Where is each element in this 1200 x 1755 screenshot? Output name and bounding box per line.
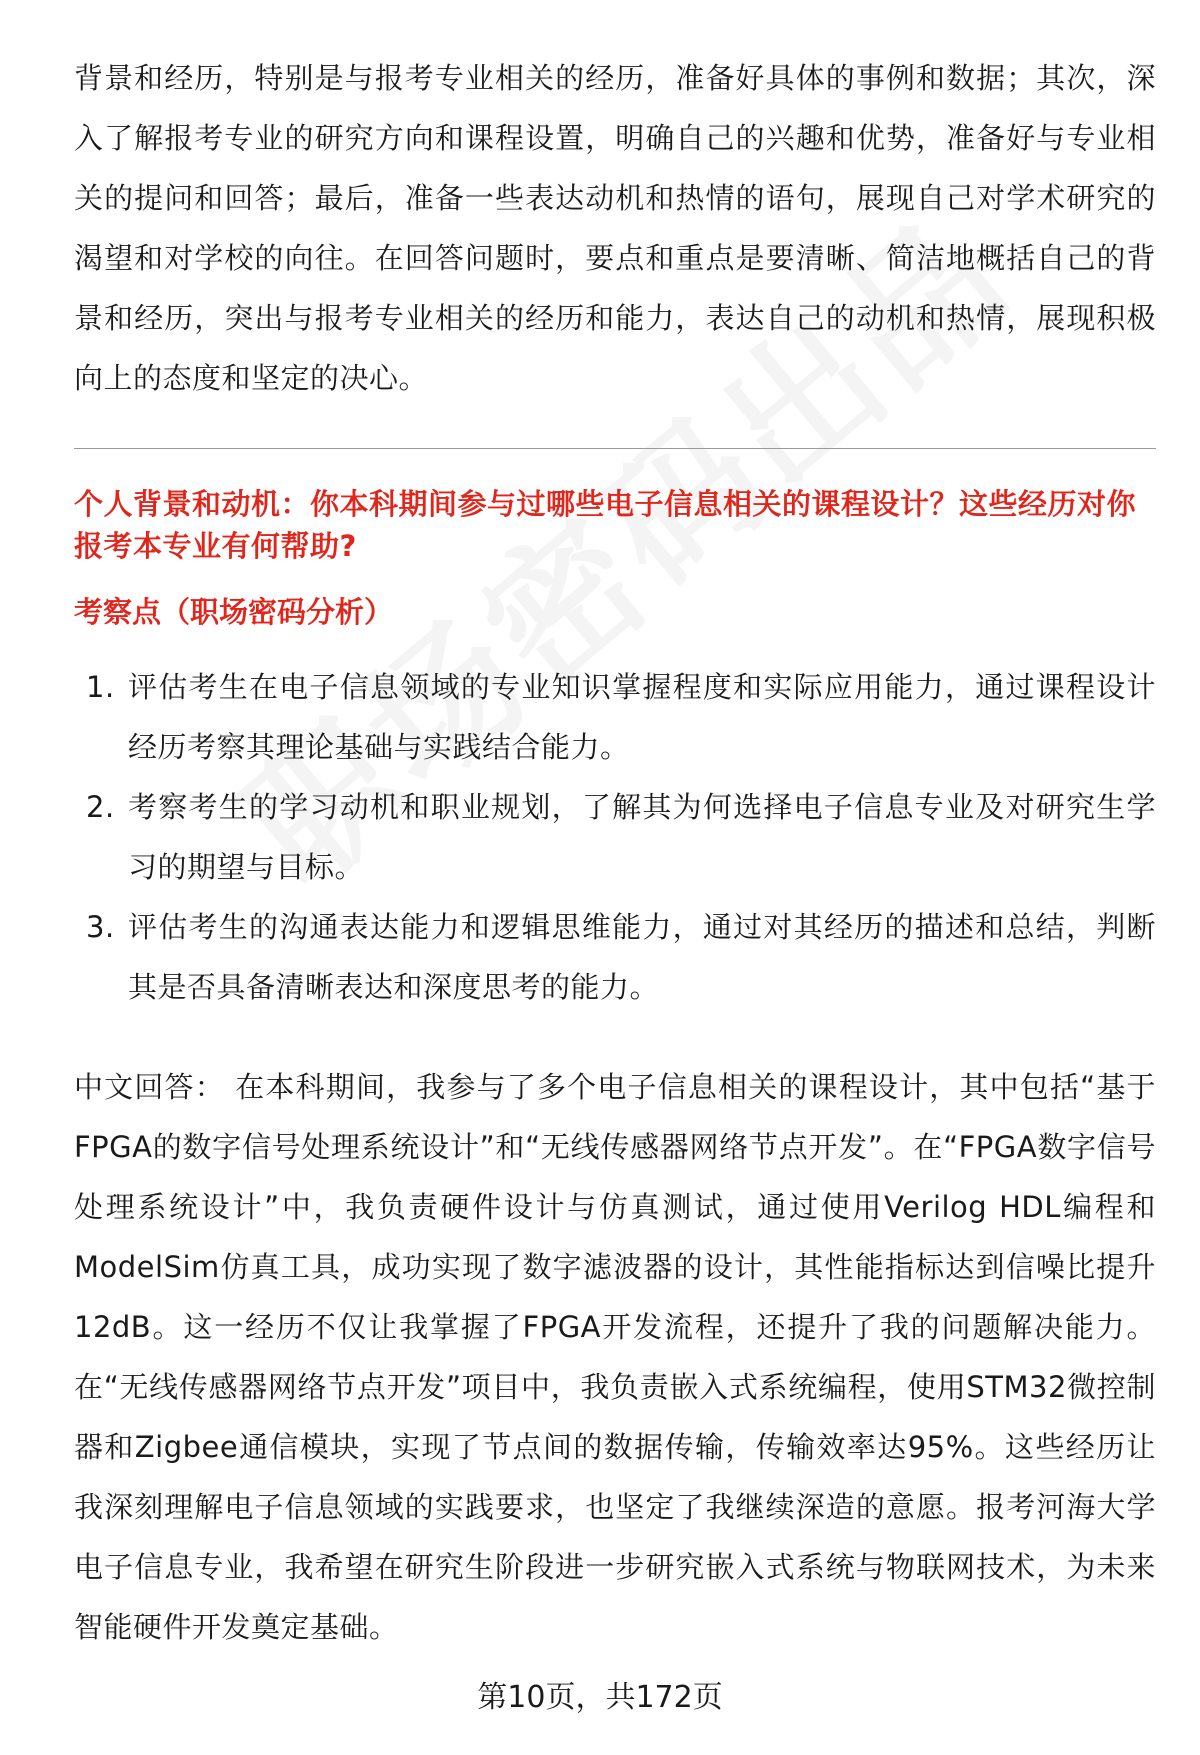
assessment-points-list — [74, 657, 1156, 1017]
point-number: 2. — [86, 790, 115, 824]
assessment-point — [74, 777, 1156, 897]
point-text: 考察考生的学习动机和职业规划，了解其为何选择电子信息专业及对研究生学习的期望与目标。 — [128, 790, 1156, 884]
point-number: 1. — [86, 670, 115, 704]
assessment-points-heading: 考察点（职场密码分析） — [74, 595, 394, 629]
point-text: 评估考生的沟通表达能力和逻辑思维能力，通过对其经历的描述和总结，判断其是否具备清晰表达和深度思考的能力。 — [128, 910, 1156, 1004]
assessment-point — [74, 657, 1156, 777]
page-footer: 第10页，共172页 — [477, 1680, 723, 1715]
answer-paragraph: 中文回答： 在本科期间，我参与了多个电子信息相关的课程设计，其中包括“基于FPGA的数字信号处理系统设计”和“无线传感器网络节点开发”。在“FPGA数字信号处理系统设计”中，我负责硬件设计与仿真测试，通过使用Verilog HDL编程和ModelSim仿真工具，成功实现了数字滤波器的设计，其性能指标达到信噪比提升12dB。这一经历不仅让我掌握了FPGA开发流程，还提升了我的问题解决能力。在“无线传感器网络节点开发”项目中，我负责嵌入式系统编程，使用STM32微控制器和Zigbee通信模块，实现了节点间的数据传输，传输效率达95%。这些经历让我深刻理解电子信息领域的实践要求，也坚定了我继续深造的意愿。报考河海大学电子信息专业，我希望在研究生阶段进一步研究嵌入式系统与物联网技术，为未来智能硬件开发奠定基础。 — [74, 1070, 1156, 1644]
question-heading: 个人背景和动机：你本科期间参与过哪些电子信息相关的课程设计？这些经历对你报考本专业有何帮助? — [74, 487, 1137, 563]
intro-paragraph: 背景和经历，特别是与报考专业相关的经历，准备好具体的事例和数据；其次，深入了解报考专业的研究方向和课程设置，明确自己的兴趣和优势，准备好与专业相关的提问和回答；最后，准备一些表达动机和热情的语句，展现自己对学术研究的渴望和对学校的向往。在回答问题时，要点和重点是要清晰、简洁地概括自己的背景和经历，突出与报考专业相关的经历和能力，表达自己的动机和热情，展现积极向上的态度和坚定的决心。 — [74, 61, 1156, 395]
point-number: 3. — [86, 910, 115, 944]
section-divider — [74, 448, 1156, 449]
point-text: 评估考生在电子信息领域的专业知识掌握程度和实际应用能力，通过课程设计经历考察其理论基础与实践结合能力。 — [128, 670, 1156, 764]
document-page — [74, 48, 1156, 1657]
assessment-point — [74, 897, 1156, 1017]
